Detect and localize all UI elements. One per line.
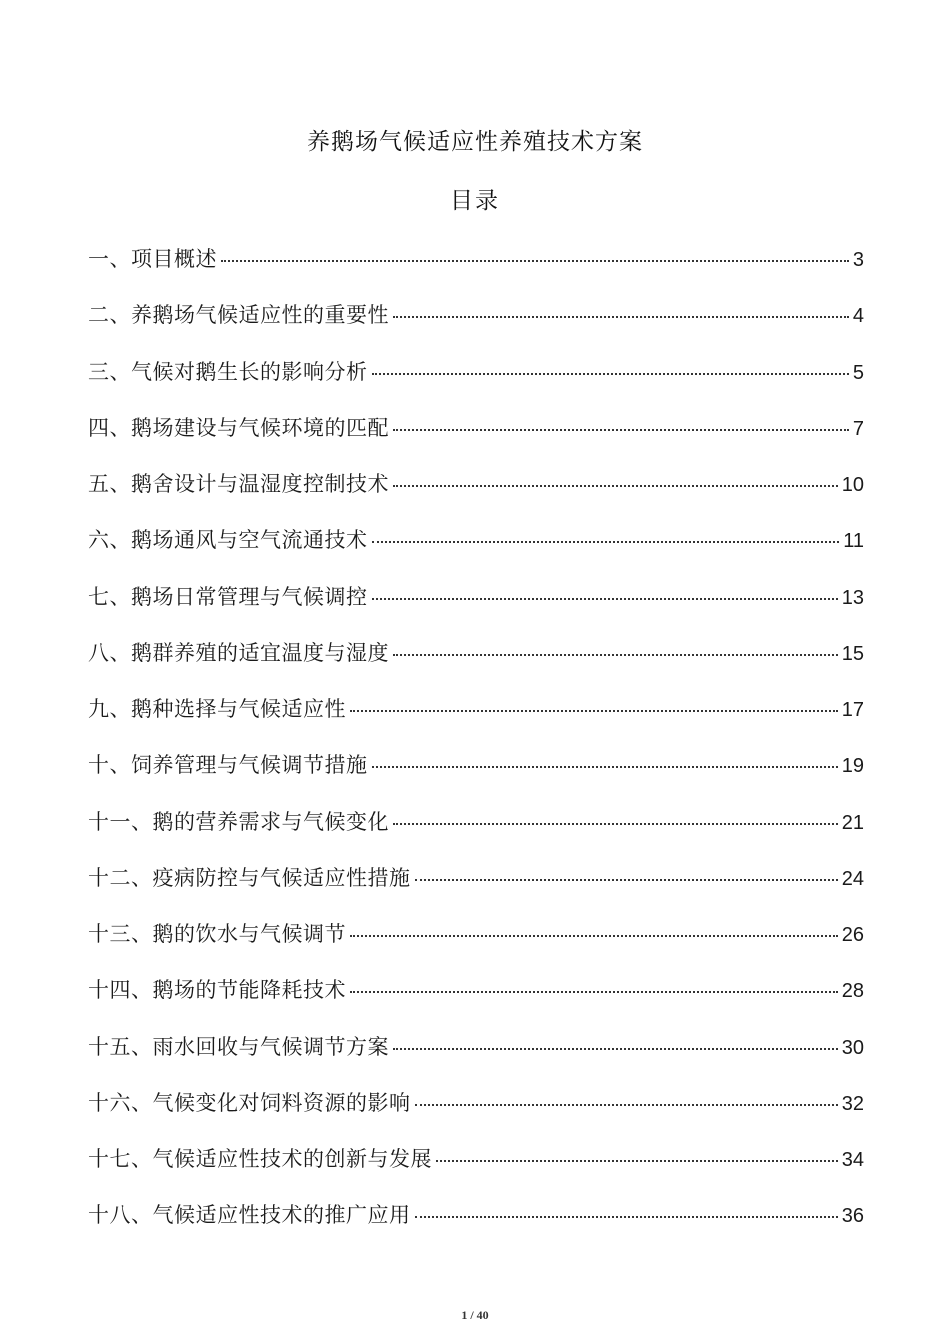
toc-entry-label: 十一、鹅的营养需求与气候变化 — [88, 809, 389, 834]
toc-dot-leader — [393, 429, 849, 431]
toc-entry-page: 26 — [841, 924, 864, 946]
toc-entry-page: 10 — [841, 474, 864, 496]
toc-dot-leader — [415, 1216, 838, 1218]
toc-entry-label: 十五、雨水回收与气候调节方案 — [88, 1034, 389, 1059]
toc-entry-label: 三、气候对鹅生长的影响分析 — [88, 359, 368, 384]
toc-entry[interactable] — [88, 972, 864, 1028]
toc-dot-leader — [393, 1048, 838, 1050]
toc-entry[interactable] — [88, 522, 864, 578]
toc-entry-page: 17 — [841, 699, 864, 721]
toc-entry-label: 十二、疫病防控与气候适应性措施 — [88, 865, 411, 890]
toc-entry-label: 十四、鹅场的节能降耗技术 — [88, 978, 346, 1003]
toc-entry[interactable] — [88, 1029, 864, 1085]
toc-dot-leader — [415, 1104, 838, 1106]
toc-entry[interactable] — [88, 466, 864, 522]
toc-entry[interactable] — [88, 691, 864, 747]
table-of-contents — [88, 241, 864, 1254]
toc-entry[interactable] — [88, 1141, 864, 1197]
toc-entry-label: 十六、气候变化对饲料资源的影响 — [88, 1090, 411, 1115]
toc-entry[interactable] — [88, 579, 864, 635]
toc-entry-page: 28 — [841, 980, 864, 1003]
toc-dot-leader — [350, 991, 838, 993]
toc-entry[interactable] — [88, 354, 864, 410]
toc-entry-page: 36 — [841, 1205, 864, 1228]
toc-entry-label: 四、鹅场建设与气候环境的匹配 — [88, 415, 389, 440]
page-indicator: 1 / 40 — [461, 1308, 489, 1322]
toc-entry-page: 7 — [852, 417, 864, 440]
toc-entry-page: 5 — [852, 361, 864, 384]
toc-entry-page: 21 — [841, 811, 864, 834]
toc-entry[interactable] — [88, 297, 864, 353]
toc-entry[interactable] — [88, 916, 864, 972]
toc-entry[interactable] — [88, 410, 864, 466]
toc-entry-page: 3 — [852, 249, 864, 271]
toc-entry-page: 11 — [843, 530, 864, 553]
toc-dot-leader — [221, 260, 849, 262]
toc-entry-label: 十、饲养管理与气候调节措施 — [88, 753, 368, 778]
toc-entry-label: 十八、气候适应性技术的推广应用 — [88, 1203, 411, 1228]
toc-dot-leader — [393, 485, 838, 487]
toc-entry[interactable] — [88, 635, 864, 691]
toc-entry-label: 十七、气候适应性技术的创新与发展 — [88, 1147, 432, 1171]
toc-entry[interactable] — [88, 1197, 864, 1253]
toc-entry-label: 二、养鹅场气候适应性的重要性 — [88, 303, 389, 328]
toc-entry[interactable] — [88, 747, 864, 803]
toc-entry-page: 15 — [841, 642, 864, 665]
toc-entry[interactable] — [88, 1085, 864, 1141]
toc-entry-label: 九、鹅种选择与气候适应性 — [88, 697, 346, 721]
toc-entry-page: 13 — [841, 586, 864, 609]
toc-entry[interactable] — [88, 241, 864, 297]
toc-dot-leader — [372, 541, 840, 543]
toc-entry-label: 五、鹅舍设计与温湿度控制技术 — [88, 472, 389, 496]
toc-dot-leader — [372, 766, 838, 768]
toc-entry-page: 34 — [841, 1149, 864, 1171]
toc-entry-label: 八、鹅群养殖的适宜温度与湿度 — [88, 640, 389, 665]
toc-entry-page: 32 — [841, 1092, 864, 1115]
toc-entry-label: 七、鹅场日常管理与气候调控 — [88, 584, 368, 609]
toc-entry-page: 19 — [841, 755, 864, 778]
toc-entry[interactable] — [88, 804, 864, 860]
toc-entry-label: 一、项目概述 — [88, 247, 217, 271]
toc-entry-label: 十三、鹅的饮水与气候调节 — [88, 922, 346, 946]
toc-dot-leader — [393, 823, 838, 825]
toc-heading: 目录 — [450, 188, 500, 214]
toc-entry-page: 24 — [841, 867, 864, 890]
toc-entry-page: 30 — [841, 1036, 864, 1059]
toc-entry-page: 4 — [852, 305, 864, 328]
toc-entry[interactable] — [88, 860, 864, 916]
toc-dot-leader — [372, 373, 849, 375]
toc-entry-label: 六、鹅场通风与空气流通技术 — [88, 528, 368, 553]
document-title: 养鹅场气候适应性养殖技术方案 — [307, 129, 643, 155]
toc-dot-leader — [436, 1160, 838, 1162]
toc-dot-leader — [393, 316, 849, 318]
toc-dot-leader — [393, 654, 838, 656]
toc-dot-leader — [350, 710, 838, 712]
toc-dot-leader — [372, 598, 838, 600]
toc-dot-leader — [415, 879, 838, 881]
toc-dot-leader — [350, 935, 838, 937]
